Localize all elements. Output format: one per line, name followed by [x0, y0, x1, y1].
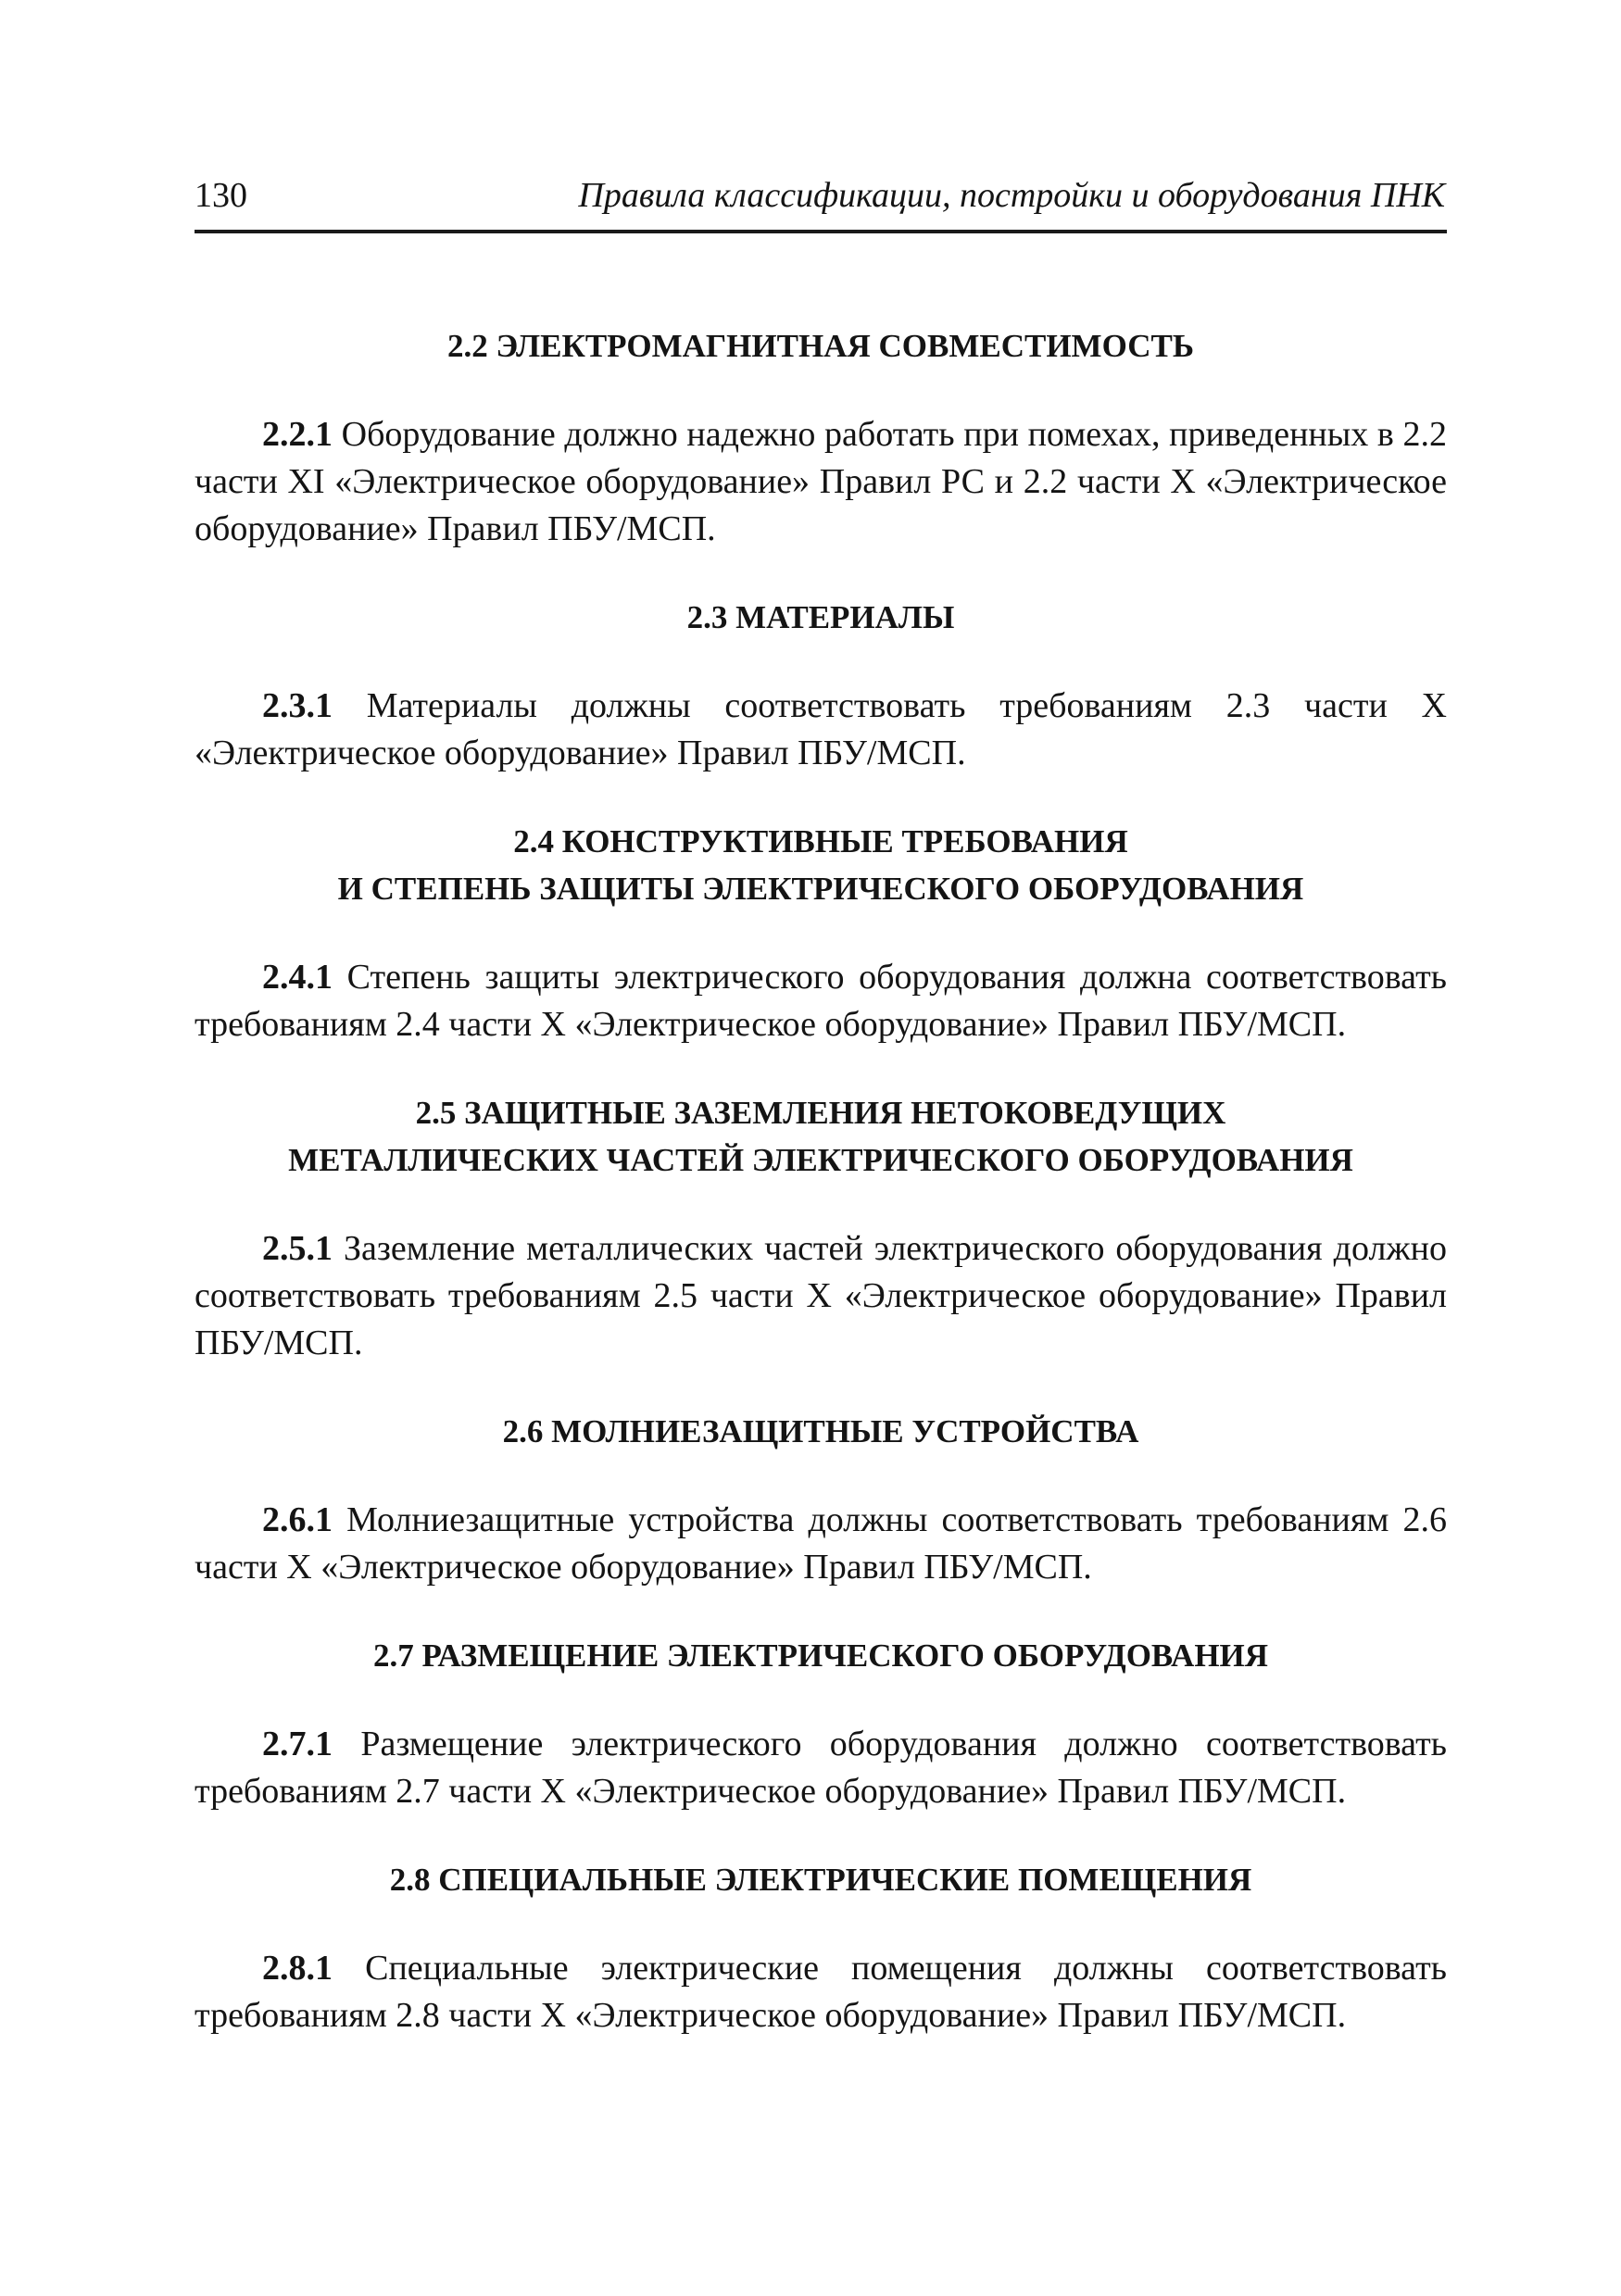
section-2-7 — [195, 1632, 1447, 1815]
paragraph — [195, 1225, 1447, 1367]
paragraph-number: 2.3.1 — [262, 686, 333, 725]
section-heading: 2.8 СПЕЦИАЛЬНЫЕ ЭЛЕКТРИЧЕСКИЕ ПОМЕЩЕНИЯ — [389, 1862, 1252, 1898]
paragraph-text: Размещение электрического оборудования должно соответствовать требованиям 2.7 части X «Электрическое оборудование» Правил ПБУ/МСП. — [195, 1725, 1448, 1811]
section-heading-line-1: 2.5 ЗАЩИТНЫЕ ЗАЗЕМЛЕНИЯ НЕТОКОВЕДУЩИХ — [415, 1095, 1226, 1131]
paragraph — [195, 1945, 1447, 2039]
paragraph — [195, 683, 1447, 777]
paragraph-number: 2.6.1 — [262, 1500, 333, 1539]
section-heading: 2.7 РАЗМЕЩЕНИЕ ЭЛЕКТРИЧЕСКОГО ОБОРУДОВАНИЯ — [372, 1637, 1269, 1674]
section-heading: 2.3 МАТЕРИАЛЫ — [686, 599, 955, 635]
section-heading-line-1: 2.4 КОНСТРУКТИВНЫЕ ТРЕБОВАНИЯ — [513, 823, 1128, 859]
section-heading: 2.2 ЭЛЕКТРОМАГНИТНАЯ СОВМЕСТИМОСТЬ — [447, 328, 1194, 364]
paragraph-number: 2.7.1 — [262, 1725, 333, 1763]
section-heading — [195, 818, 1447, 912]
page-number: 130 — [195, 176, 247, 215]
page-header — [195, 165, 1447, 233]
section-heading-line-2: МЕТАЛЛИЧЕСКИХ ЧАСТЕЙ ЭЛЕКТРИЧЕСКОГО ОБОРУДОВАНИЯ — [288, 1142, 1353, 1178]
section-heading: 2.6 МОЛНИЕЗАЩИТНЫЕ УСТРОЙСТВА — [502, 1413, 1139, 1449]
paragraph-text: Материалы должны соответствовать требованиям 2.3 части X «Электрическое оборудование» Правил ПБУ/МСП. — [195, 686, 1447, 772]
paragraph — [195, 411, 1447, 553]
paragraph-text: Степень защиты электрического оборудования должна соответствовать требованиям 2.4 части X «Электрическое оборудование» Правил ПБУ/МСП. — [195, 958, 1448, 1044]
section-2-3 — [195, 594, 1447, 777]
section-2-4 — [195, 818, 1447, 1048]
paragraph — [195, 954, 1447, 1048]
section-2-6 — [195, 1408, 1447, 1591]
paragraph-text: Заземление металлических частей электрического оборудования должно соответствовать требованиям 2.5 части X «Электрическое оборудование» Правил ПБУ/МСП. — [195, 1229, 1447, 1362]
paragraph-text: Специальные электрические помещения должны соответствовать требованиям 2.8 части X «Электрическое оборудование» Правил ПБУ/МСП. — [195, 1949, 1448, 2035]
paragraph — [195, 1721, 1447, 1815]
paragraph-number: 2.5.1 — [262, 1229, 333, 1268]
paragraph-text: Оборудование должно надежно работать при помехах, приведенных в 2.2 части XI «Электрическое оборудование» Правил РС и 2.2 части X «Электрическое оборудование» Правил ПБУ/МСП. — [195, 415, 1448, 548]
document-body — [195, 322, 1447, 2039]
paragraph-number: 2.4.1 — [262, 958, 333, 997]
running-title: Правила классификации, постройки и оборудования ПНК — [578, 176, 1445, 215]
paragraph-number: 2.2.1 — [262, 415, 333, 454]
paragraph — [195, 1497, 1447, 1591]
paragraph-number: 2.8.1 — [262, 1949, 333, 1988]
paragraph-text: Молниезащитные устройства должны соответствовать требованиям 2.6 части X «Электрическое оборудование» Правил ПБУ/МСП. — [195, 1500, 1448, 1587]
section-2-2 — [195, 322, 1447, 553]
section-heading-line-2: И СТЕПЕНЬ ЗАЩИТЫ ЭЛЕКТРИЧЕСКОГО ОБОРУДОВАНИЯ — [337, 871, 1304, 907]
section-heading — [195, 1089, 1447, 1184]
section-2-5 — [195, 1089, 1447, 1367]
section-2-8 — [195, 1856, 1447, 2039]
